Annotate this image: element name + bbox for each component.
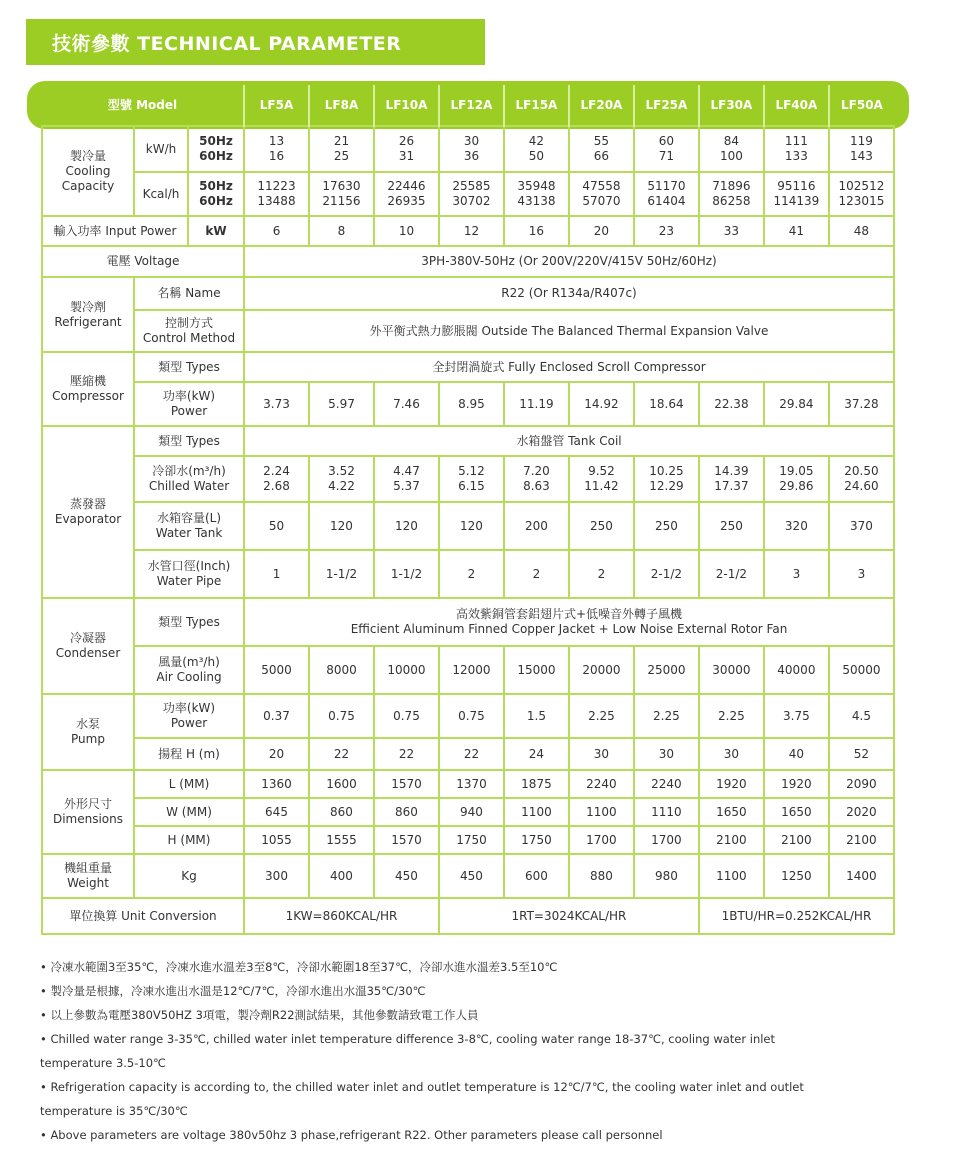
cell: 0.37 xyxy=(244,694,309,738)
cell: 14.39 17.37 xyxy=(699,456,764,502)
pump-power-row xyxy=(42,694,894,738)
cell: 2 xyxy=(569,550,634,598)
cell: 3.73 xyxy=(244,382,309,426)
cell: 1555 xyxy=(309,826,374,854)
cell: 1750 xyxy=(504,826,569,854)
cell: 60 71 xyxy=(634,126,699,172)
unit-conversion-label: 單位換算 Unit Conversion xyxy=(42,898,244,934)
page-banner: 技術參數 TECHNICAL PARAMETER xyxy=(26,19,485,65)
cell: 2 xyxy=(439,550,504,598)
cell: 51170 61404 xyxy=(634,172,699,216)
cell: 2100 xyxy=(829,826,894,854)
cell: 2-1/2 xyxy=(699,550,764,598)
cell: 30000 xyxy=(699,646,764,694)
cell: 25585 30702 xyxy=(439,172,504,216)
cell: 22 xyxy=(374,738,439,770)
cell: 250 xyxy=(634,502,699,550)
cell: 20 xyxy=(244,738,309,770)
cell: 300 xyxy=(244,854,309,898)
cell: 370 xyxy=(829,502,894,550)
cooling-kwh-row xyxy=(42,126,894,172)
condenser-types-row xyxy=(42,598,894,646)
cell: 1100 xyxy=(504,798,569,826)
cell: 860 xyxy=(309,798,374,826)
cell: 2090 xyxy=(829,770,894,798)
cell: 320 xyxy=(764,502,829,550)
refrigerant-name-value: R22 (Or R134a/R407c) xyxy=(244,277,894,310)
cell: 1920 xyxy=(699,770,764,798)
cell: 6 xyxy=(244,216,309,246)
cell: 645 xyxy=(244,798,309,826)
cell: 120 xyxy=(439,502,504,550)
cell: 2020 xyxy=(829,798,894,826)
input-power-unit: kW xyxy=(188,216,244,246)
air-cooling-label: 風量(m³/h) Air Cooling xyxy=(134,646,244,694)
unit-conversion-row xyxy=(42,898,894,934)
dimensions-label: 外形尺寸 Dimensions xyxy=(42,770,134,854)
compressor-types-value: 全封閉渦旋式 Fully Enclosed Scroll Compressor xyxy=(244,352,894,382)
cell: 22 xyxy=(309,738,374,770)
cooling-kcal-hz: 50Hz 60Hz xyxy=(188,172,244,216)
model-name: LF8A xyxy=(309,85,374,126)
pump-head-row xyxy=(42,738,894,770)
cell: 1570 xyxy=(374,770,439,798)
cell: 1.5 xyxy=(504,694,569,738)
input-power-row xyxy=(42,216,894,246)
dimension-l-label: L (MM) xyxy=(134,770,244,798)
weight-unit: Kg xyxy=(134,854,244,898)
cell: 11.19 xyxy=(504,382,569,426)
cell: 42 50 xyxy=(504,126,569,172)
refrigerant-name-label: 名稱 Name xyxy=(134,277,244,310)
cell: 120 xyxy=(309,502,374,550)
cell: 1055 xyxy=(244,826,309,854)
weight-row xyxy=(42,854,894,898)
cell: 29.84 xyxy=(764,382,829,426)
cell: 15000 xyxy=(504,646,569,694)
cell: 600 xyxy=(504,854,569,898)
cell: 8.95 xyxy=(439,382,504,426)
cell: 20000 xyxy=(569,646,634,694)
conversion-kw: 1KW=860KCAL/HR xyxy=(244,898,439,934)
cell: 980 xyxy=(634,854,699,898)
cell: 1875 xyxy=(504,770,569,798)
cell: 940 xyxy=(439,798,504,826)
cell: 10000 xyxy=(374,646,439,694)
compressor-types-row xyxy=(42,352,894,382)
refrigerant-name-row xyxy=(42,277,894,310)
cell: 40000 xyxy=(764,646,829,694)
cell: 2.25 xyxy=(634,694,699,738)
cell: 52 xyxy=(829,738,894,770)
cell: 12 xyxy=(439,216,504,246)
control-method-label: 控制方式 Control Method xyxy=(134,310,244,352)
pump-power-label: 功率(kW) Power xyxy=(134,694,244,738)
cell: 1110 xyxy=(634,798,699,826)
footnotes xyxy=(40,955,920,1147)
footnote: • 以上參數為電壓380V50HZ 3項電，製冷劑R22測試結果，其他參數請致電工作人員 xyxy=(40,1008,479,1022)
evaporator-types-value: 水箱盤管 Tank Coil xyxy=(244,426,894,456)
cell: 84 100 xyxy=(699,126,764,172)
cell: 30 xyxy=(569,738,634,770)
cell: 17630 21156 xyxy=(309,172,374,216)
cell: 1-1/2 xyxy=(374,550,439,598)
cell: 22 xyxy=(439,738,504,770)
dimension-h-row xyxy=(42,826,894,854)
refrigerant-label: 製冷劑 Refrigerant xyxy=(42,277,134,352)
cell: 9.52 11.42 xyxy=(569,456,634,502)
cell: 5.12 6.15 xyxy=(439,456,504,502)
cell: 0.75 xyxy=(374,694,439,738)
condenser-label: 冷凝器 Condenser xyxy=(42,598,134,694)
cell: 860 xyxy=(374,798,439,826)
chilled-water-row xyxy=(42,456,894,502)
cell: 10.25 12.29 xyxy=(634,456,699,502)
compressor-types-label: 類型 Types xyxy=(134,352,244,382)
water-tank-row xyxy=(42,502,894,550)
cell: 20 xyxy=(569,216,634,246)
cell: 50 xyxy=(244,502,309,550)
cell: 2.25 xyxy=(699,694,764,738)
cell: 37.28 xyxy=(829,382,894,426)
cell: 2-1/2 xyxy=(634,550,699,598)
footnote: • Above parameters are voltage 380v50hz 3 phase,refrigerant R22. Other parameters please call personnel xyxy=(40,1128,663,1142)
footnote: • 製冷量是根據，冷凍水進出水溫是12℃/7℃，冷卻水進出水溫35℃/30℃ xyxy=(40,984,426,998)
condenser-types-label: 類型 Types xyxy=(134,598,244,646)
cell: 5.97 xyxy=(309,382,374,426)
cell: 19.05 29.86 xyxy=(764,456,829,502)
cell: 4.47 5.37 xyxy=(374,456,439,502)
cell: 13 16 xyxy=(244,126,309,172)
chilled-water-label: 冷卻水(m³/h) Chilled Water xyxy=(134,456,244,502)
cell: 111 133 xyxy=(764,126,829,172)
cell: 40 xyxy=(764,738,829,770)
footnote: • Chilled water range 3-35℃, chilled water inlet temperature difference 3-8℃, cooling water range 18-37℃, cooling water inlet xyxy=(40,1032,776,1046)
cell: 30 xyxy=(634,738,699,770)
cell: 20.50 24.60 xyxy=(829,456,894,502)
cell: 71896 86258 xyxy=(699,172,764,216)
voltage-value: 3PH-380V-50Hz (Or 200V/220V/415V 50Hz/60Hz) xyxy=(244,246,894,277)
cell: 2 xyxy=(504,550,569,598)
cell: 119 143 xyxy=(829,126,894,172)
cell: 1920 xyxy=(764,770,829,798)
footnote: • Refrigeration capacity is according to, the chilled water inlet and outlet temperature is 12℃/7℃, the cooling water inlet and outlet xyxy=(40,1080,804,1094)
cell: 3.52 4.22 xyxy=(309,456,374,502)
cell: 30 36 xyxy=(439,126,504,172)
input-power-label: 輸入功率 Input Power xyxy=(42,216,188,246)
pump-label: 水泵 Pump xyxy=(42,694,134,770)
cell: 41 xyxy=(764,216,829,246)
footnote: temperature 3.5-10℃ xyxy=(40,1056,166,1070)
cell: 4.5 xyxy=(829,694,894,738)
model-name: LF12A xyxy=(439,85,504,126)
conversion-btu: 1BTU/HR=0.252KCAL/HR xyxy=(699,898,894,934)
cell: 33 xyxy=(699,216,764,246)
conversion-rt: 1RT=3024KCAL/HR xyxy=(439,898,699,934)
condenser-types-value: 高效紫銅管套鋁翅片式+低噪音外轉子風機 Efficient Aluminum Finned Copper Jacket + Low Noise External Rotor Fan xyxy=(244,598,894,646)
cell: 18.64 xyxy=(634,382,699,426)
cell: 16 xyxy=(504,216,569,246)
cell: 50000 xyxy=(829,646,894,694)
dimension-w-label: W (MM) xyxy=(134,798,244,826)
cell: 24 xyxy=(504,738,569,770)
cell: 1-1/2 xyxy=(309,550,374,598)
evaporator-types-row xyxy=(42,426,894,456)
cell: 400 xyxy=(309,854,374,898)
cell: 7.46 xyxy=(374,382,439,426)
cell: 8000 xyxy=(309,646,374,694)
cooling-capacity-label: 製冷量 Cooling Capacity xyxy=(42,126,134,216)
cell: 1700 xyxy=(569,826,634,854)
cell: 14.92 xyxy=(569,382,634,426)
model-name: LF30A xyxy=(699,85,764,126)
cell: 2100 xyxy=(764,826,829,854)
cell: 95116 114139 xyxy=(764,172,829,216)
cell: 880 xyxy=(569,854,634,898)
model-name: LF20A xyxy=(569,85,634,126)
evaporator-label: 蒸發器 Evaporator xyxy=(42,426,134,598)
cell: 3 xyxy=(764,550,829,598)
cell: 1700 xyxy=(634,826,699,854)
cell: 1360 xyxy=(244,770,309,798)
cell: 1100 xyxy=(699,854,764,898)
model-name: LF5A xyxy=(244,85,309,126)
cell: 22446 26935 xyxy=(374,172,439,216)
water-pipe-row xyxy=(42,550,894,598)
cell: 55 66 xyxy=(569,126,634,172)
cell: 3 xyxy=(829,550,894,598)
cell: 1600 xyxy=(309,770,374,798)
cell: 25000 xyxy=(634,646,699,694)
cell: 1650 xyxy=(699,798,764,826)
cell: 23 xyxy=(634,216,699,246)
cooling-kcal-row xyxy=(42,172,894,216)
footnote: temperature is 35℃/30℃ xyxy=(40,1104,188,1118)
cell: 450 xyxy=(374,854,439,898)
cell: 35948 43138 xyxy=(504,172,569,216)
pump-head-label: 揚程 H (m) xyxy=(134,738,244,770)
air-cooling-row xyxy=(42,646,894,694)
cell: 2240 xyxy=(634,770,699,798)
evaporator-types-label: 類型 Types xyxy=(134,426,244,456)
cell: 450 xyxy=(439,854,504,898)
water-tank-label: 水箱容量(L) Water Tank xyxy=(134,502,244,550)
cell: 1650 xyxy=(764,798,829,826)
voltage-label: 電壓 Voltage xyxy=(42,246,244,277)
cell: 7.20 8.63 xyxy=(504,456,569,502)
cell: 1100 xyxy=(569,798,634,826)
footnote: • 冷凍水範圍3至35℃，冷凍水進水溫差3至8℃，冷卻水範圍18至37℃，冷卻水進水溫差3.5至10℃ xyxy=(40,960,558,974)
cooling-kwh-unit: kW/h xyxy=(134,126,188,172)
dimension-h-label: H (MM) xyxy=(134,826,244,854)
model-label: 型號 Model xyxy=(42,85,244,126)
cell: 1370 xyxy=(439,770,504,798)
cell: 2.24 2.68 xyxy=(244,456,309,502)
cell: 3.75 xyxy=(764,694,829,738)
model-name: LF10A xyxy=(374,85,439,126)
cell: 1570 xyxy=(374,826,439,854)
cell: 12000 xyxy=(439,646,504,694)
model-name: LF40A xyxy=(764,85,829,126)
cell: 0.75 xyxy=(309,694,374,738)
cell: 200 xyxy=(504,502,569,550)
cell: 2100 xyxy=(699,826,764,854)
cooling-kcal-unit: Kcal/h xyxy=(134,172,188,216)
cell: 26 31 xyxy=(374,126,439,172)
cell: 10 xyxy=(374,216,439,246)
control-method-value: 外平衡式熱力膨脹閥 Outside The Balanced Thermal Expansion Valve xyxy=(244,310,894,352)
cell: 21 25 xyxy=(309,126,374,172)
dimension-w-row xyxy=(42,798,894,826)
cell: 47558 57070 xyxy=(569,172,634,216)
cooling-kwh-hz: 50Hz 60Hz xyxy=(188,126,244,172)
cell: 8 xyxy=(309,216,374,246)
voltage-row xyxy=(42,246,894,277)
cell: 250 xyxy=(569,502,634,550)
cell: 120 xyxy=(374,502,439,550)
compressor-power-row xyxy=(42,382,894,426)
cell: 5000 xyxy=(244,646,309,694)
cell: 11223 13488 xyxy=(244,172,309,216)
cell: 48 xyxy=(829,216,894,246)
model-name: LF25A xyxy=(634,85,699,126)
cell: 1 xyxy=(244,550,309,598)
cell: 250 xyxy=(699,502,764,550)
model-name: LF50A xyxy=(841,97,883,112)
cell: 1400 xyxy=(829,854,894,898)
dimension-l-row xyxy=(42,770,894,798)
water-pipe-label: 水管口徑(Inch) Water Pipe xyxy=(134,550,244,598)
cell: 1250 xyxy=(764,854,829,898)
technical-parameter-table xyxy=(41,85,895,935)
compressor-label: 壓縮機 Compressor xyxy=(42,352,134,426)
cell: 1750 xyxy=(439,826,504,854)
weight-label: 機組重量 Weight xyxy=(42,854,134,898)
cell: 2.25 xyxy=(569,694,634,738)
cell: 102512 123015 xyxy=(829,172,894,216)
cell: 2240 xyxy=(569,770,634,798)
cell: 0.75 xyxy=(439,694,504,738)
compressor-power-label: 功率(kW) Power xyxy=(134,382,244,426)
cell: 22.38 xyxy=(699,382,764,426)
cell: 30 xyxy=(699,738,764,770)
model-header-row xyxy=(42,85,894,126)
refrigerant-control-row xyxy=(42,310,894,352)
model-name: LF15A xyxy=(504,85,569,126)
